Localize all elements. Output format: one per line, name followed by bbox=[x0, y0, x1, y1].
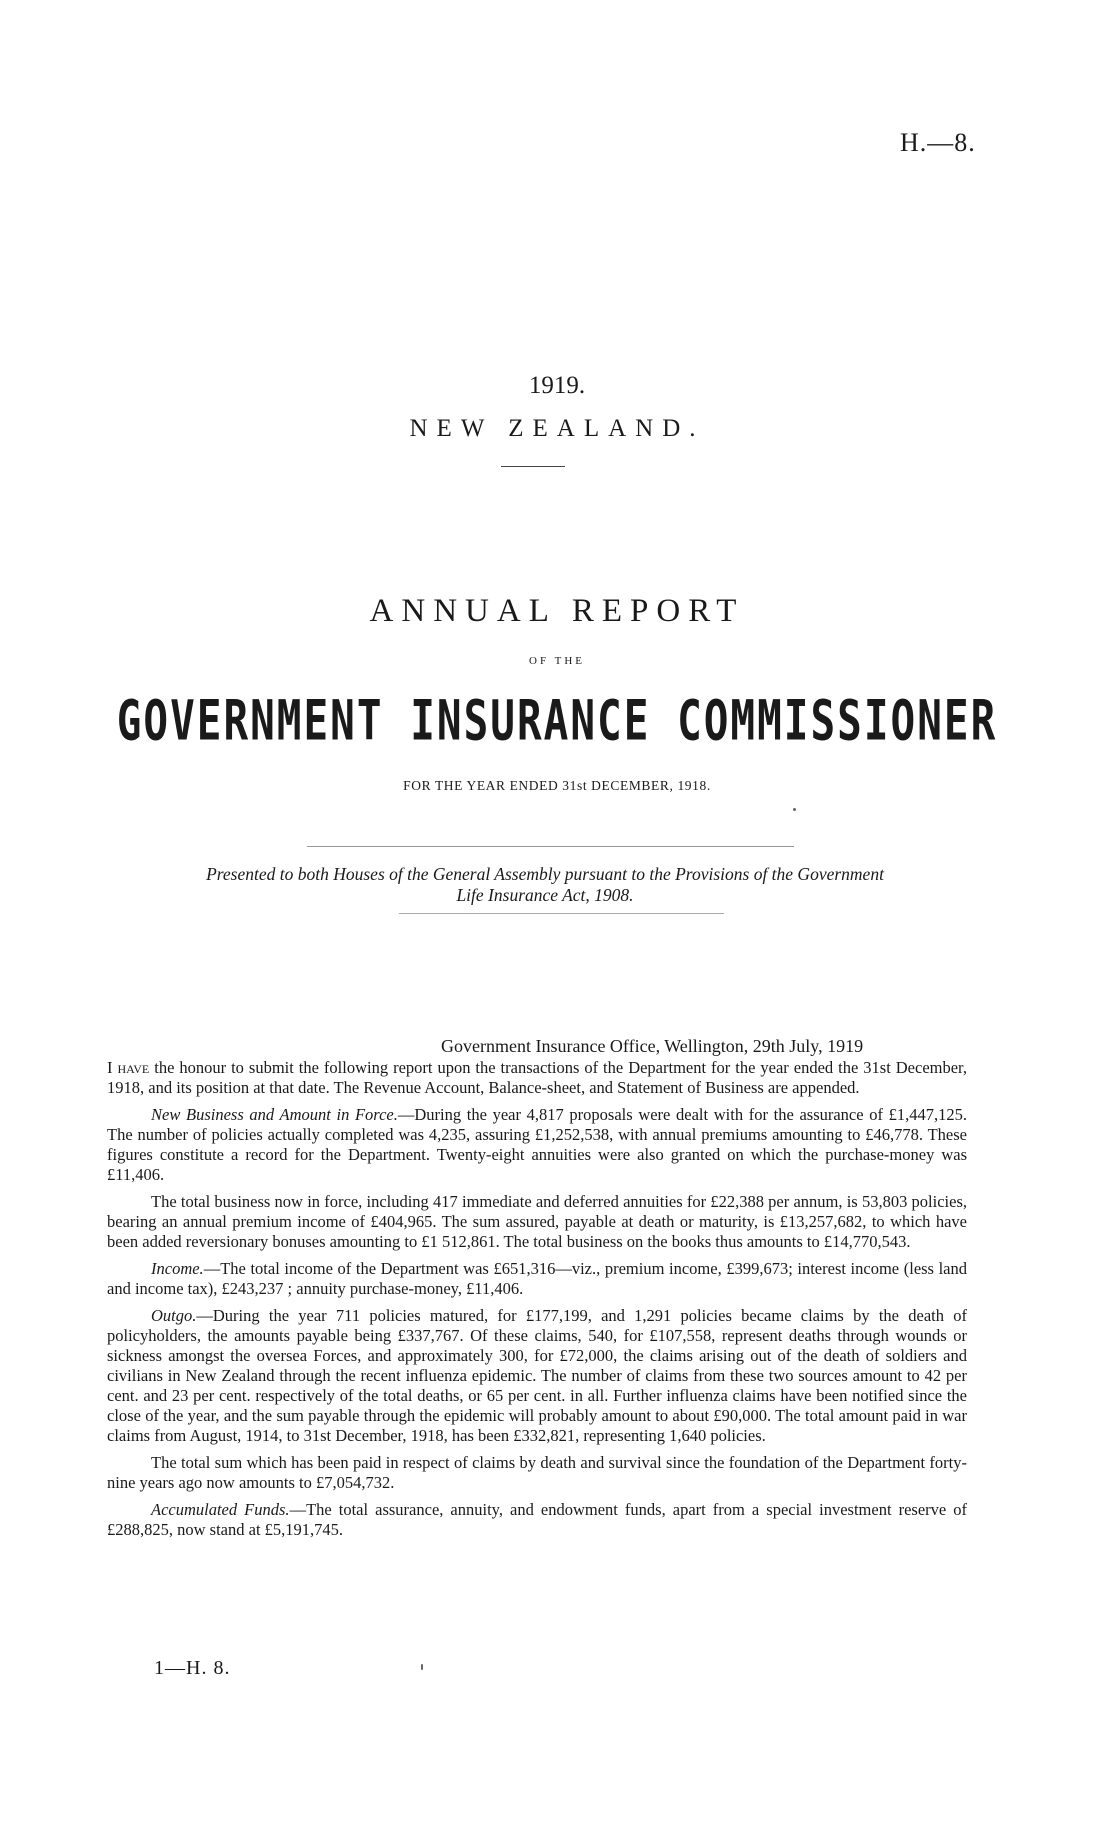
title-divider bbox=[501, 466, 565, 467]
report-subtitle: FOR THE YEAR ENDED 31st DECEMBER, 1918. bbox=[403, 778, 711, 793]
page-reference: H.—8. bbox=[900, 128, 976, 157]
paragraph-income: Income.—The total income of the Department was £651,316—viz., premium income, £399,673; interest income (less land and income tax), £243,237 ; annuity purchase-money, £11,406. bbox=[107, 1259, 967, 1298]
dateline: Government Insurance Office, Wellington, 29th July, 1919 bbox=[441, 1036, 864, 1056]
paragraph-total-claims: The total sum which has been paid in respect of claims by death and survival since the foundation of the Department forty-nine years ago now amounts to £7,054,732. bbox=[107, 1453, 967, 1492]
lower-divider bbox=[399, 913, 724, 914]
paragraph-business-in-force: The total business now in force, including 417 immediate and deferred annuities for £22,388 per annum, is 53,803 policies, bearing an annual premium income of £404,965. The sum assured, payable at death or maturity, is £13,257,682, to which have been added reversionary bonuses amounting to £1 512,861. The total business on the books thus amounts to £14,770,543. bbox=[107, 1192, 967, 1251]
upper-divider bbox=[307, 846, 794, 847]
paragraph-outgo: Outgo.—During the year 711 policies matured, for £177,199, and 1,291 policies became claims by the death of policyholders, the amounts payable being £337,767. Of these claims, 540, for £107,558, represent deaths through wounds or sickness amongst the oversea Forces, and approximately 300, for £72,000, the claims arising out of the death of soldiers and civilians in New Zealand through the recent influenza epidemic. The number of claims from these two sources amount to 42 per cent. and 23 per cent. respectively of the total deaths, or 65 per cent. in all. Further influenza claims have been notified since the close of the year, and the sum payable through the epidemic will probably amount to about £90,000. The total amount paid in war claims from August, 1914, to 31st December, 1918, has been £332,821, representing 1,640 policies. bbox=[107, 1306, 967, 1445]
report-title: ANNUAL REPORT bbox=[369, 593, 745, 629]
presented-line-1: Presented to both Houses of the General Assembly pursuant to the Provisions of the Government bbox=[206, 864, 884, 884]
paragraph-new-business: New Business and Amount in Force.—During the year 4,817 proposals were dealt with for the assurance of £1,447,125. The number of policies actually completed was 4,235, assuring £1,252,538, with annual premiums amounting to £46,778. These figures constitute a record for the Department. Twenty-eight annuities were also granted on which the purchase-money was £11,406. bbox=[107, 1105, 968, 1184]
commissioner-title: GOVERNMENT INSURANCE COMMISSIONER bbox=[116, 688, 998, 753]
paragraph-intro: I have the honour to submit the following report upon the transactions of the Department for the year ended the 31st December, 1918, and its position at that date. The Revenue Account, Balance-sheet, and Statement of Business are appended. bbox=[107, 1058, 968, 1097]
year-heading: 1919. bbox=[528, 372, 586, 399]
paragraph-accumulated-funds: Accumulated Funds.—The total assurance, annuity, and endowment funds, apart from a special investment reserve of £288,825, now stand at £5,191,745. bbox=[107, 1500, 967, 1539]
report-body bbox=[107, 1058, 967, 1547]
speck-mark bbox=[793, 808, 796, 811]
country-heading: NEW ZEALAND. bbox=[409, 415, 705, 442]
presented-line-2: Life Insurance Act, 1908. bbox=[456, 885, 634, 905]
presented-notice bbox=[107, 864, 983, 906]
speck-mark-footer bbox=[421, 1664, 423, 1670]
of-the-label: OF THE bbox=[529, 655, 585, 667]
footer-reference: 1—H. 8. bbox=[154, 1657, 231, 1679]
